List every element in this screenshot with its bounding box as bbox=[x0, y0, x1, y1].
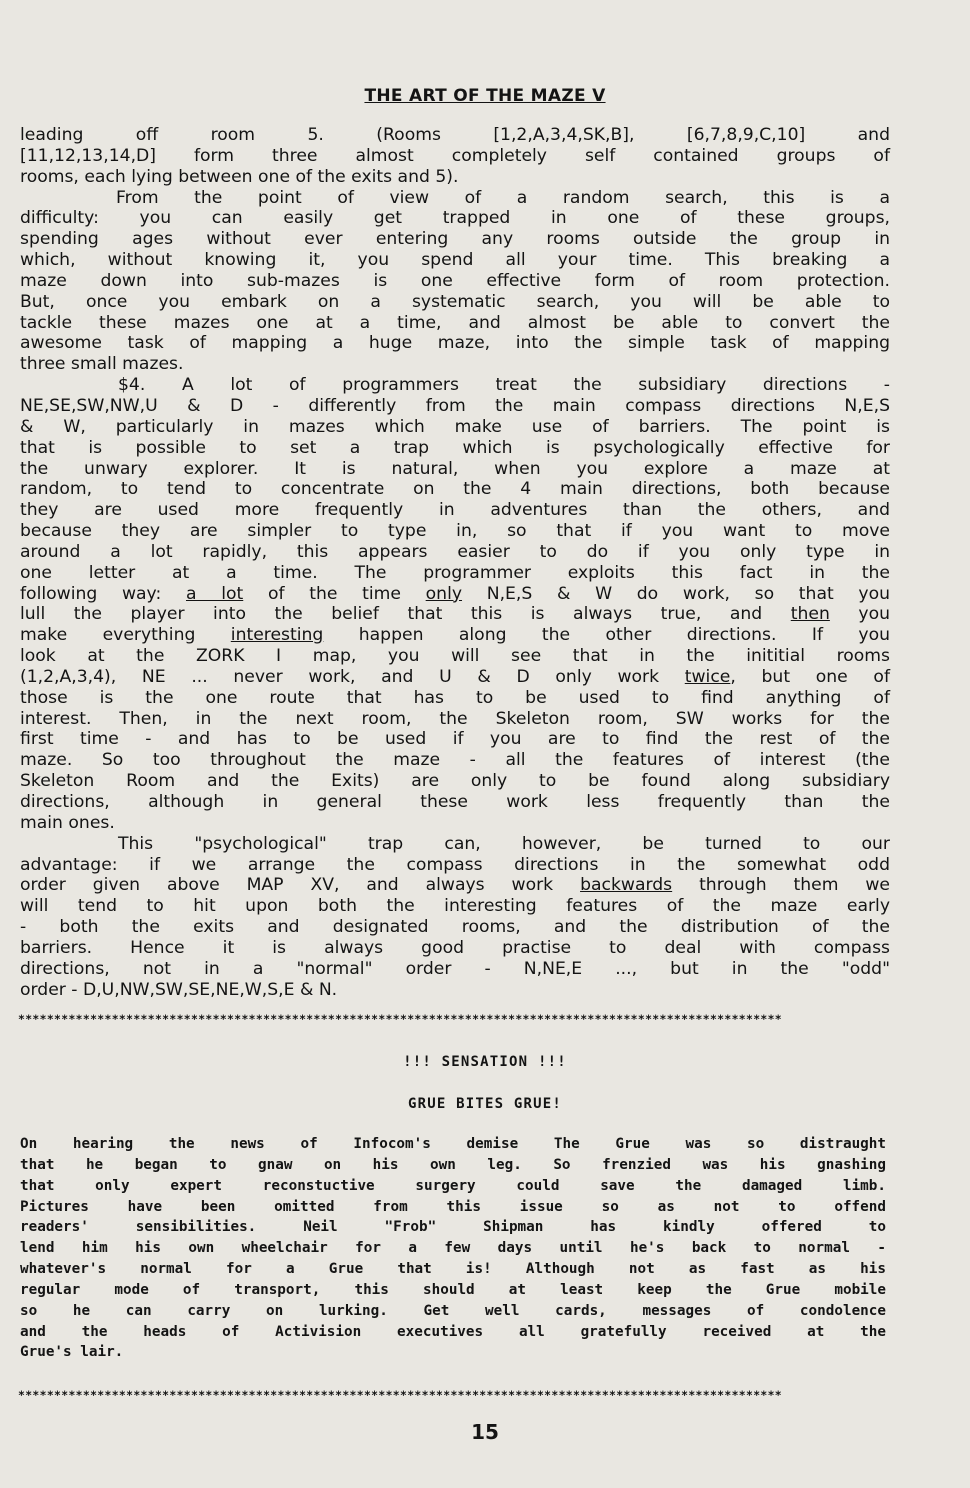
underlined-phrase: interesting bbox=[230, 625, 324, 646]
asterisk-divider: ********************************************************************************************************** bbox=[18, 1012, 783, 1026]
article-line: awesome task of mapping a huge maze, into the simple task of mapping bbox=[20, 333, 890, 354]
article-line: rooms, each lying between one of the exits and 5). bbox=[20, 166, 459, 187]
article-line: will tend to hit upon both the interesting features of the maze early bbox=[20, 896, 890, 917]
news-line: On hearing the news of Infocom's demise The Grue was so distraught bbox=[20, 1136, 886, 1152]
article-text: lull the player into the belief that this is always true, and bbox=[20, 604, 763, 625]
news-item bbox=[20, 1134, 886, 1363]
article-line: random, to tend to concentrate on the 4 main directions, both because bbox=[20, 479, 890, 500]
underlined-phrase: backwards bbox=[580, 875, 673, 896]
article-line: [11,12,13,14,D] form three almost completely self contained groups of bbox=[20, 145, 890, 166]
article-text: make everything bbox=[20, 625, 196, 646]
article-line bbox=[20, 667, 890, 688]
news-line: Grue's lair. bbox=[20, 1344, 124, 1361]
article-text: following way: bbox=[20, 583, 162, 604]
article-line: which, without knowing it, you spend all your time. This breaking a bbox=[20, 250, 890, 271]
article-line: directions, although in general these work less frequently than the bbox=[20, 792, 890, 812]
article-line: NE,SE,SW,NW,U & D - differently from the main compass directions N,E,S bbox=[20, 395, 890, 416]
article-text: you bbox=[858, 604, 891, 625]
article-line: those is the one route that has to be used to find anything of bbox=[20, 687, 890, 708]
article-text: (1,2,A,3,4), NE ... never work, and U & D only work bbox=[20, 666, 660, 687]
article-line: difficulty: you can easily get trapped in one of these groups, bbox=[20, 208, 890, 229]
news-line: that only expert reconstuctive surgery could save the damaged limb. bbox=[20, 1177, 886, 1194]
article-line: tackle these mazes one at a time, and almost be able to convert the bbox=[20, 312, 890, 333]
underlined-phrase: only bbox=[425, 583, 463, 604]
asterisk-divider: ********************************************************************************************************** bbox=[18, 1388, 783, 1402]
article-text: of the time bbox=[267, 583, 401, 604]
article-line: barriers. Hence it is always good practise to deal with compass bbox=[20, 937, 890, 958]
article-body bbox=[20, 125, 890, 1000]
article-line: three small mazes. bbox=[20, 354, 184, 375]
article-line: - both the exits and designated rooms, and the distribution of the bbox=[20, 917, 890, 938]
article-line: order - D,U,NW,SW,SE,NE,W,S,E & N. bbox=[20, 979, 338, 1000]
article-text: N,E,S & W do work, so that you bbox=[486, 583, 890, 604]
article-line: the unwary explorer. It is natural, when you explore a maze at bbox=[20, 458, 890, 479]
news-line: that he began to gnaw on his own leg. So frenzied was his gnashing bbox=[20, 1156, 886, 1173]
article-line: interest. Then, in the next room, the Skeleton room, SW works for the bbox=[20, 708, 890, 729]
article-line: that is possible to set a trap which is psychologically effective for bbox=[20, 437, 890, 458]
page-number: 15 bbox=[471, 1420, 499, 1444]
article-text: order given above MAP XV, and always work bbox=[20, 875, 554, 896]
news-line: and the heads of Activision executives all gratefully received at the bbox=[20, 1323, 886, 1340]
article-line: But, once you embark on a systematic search, you will be able to bbox=[20, 291, 890, 312]
news-line: readers' sensibilities. Neil "Frob" Shipman has kindly offered to bbox=[20, 1219, 886, 1236]
article-line: & W, particularly in mazes which make use of barriers. The point is bbox=[20, 416, 890, 437]
article-line: leading off room 5. (Rooms [1,2,A,3,4,SK,B], [6,7,8,9,C,10] and bbox=[20, 125, 890, 145]
underlined-phrase: a lot bbox=[185, 583, 244, 604]
article-heading: THE ART OF THE MAZE V bbox=[364, 86, 606, 106]
article-text: through them we bbox=[699, 875, 890, 896]
underlined-phrase: twice bbox=[684, 666, 731, 687]
article-line bbox=[20, 625, 890, 646]
article-text: , but one of bbox=[730, 666, 890, 687]
underlined-phrase: then bbox=[790, 604, 830, 625]
article-line: This "psychological" trap can, however, be turned to our bbox=[118, 833, 890, 854]
article-text: happen along the other directions. If you bbox=[358, 625, 890, 646]
news-line: whatever's normal for a Grue that is! Although not as fast as his bbox=[20, 1261, 886, 1278]
article-line: $4. A lot of programmers treat the subsidiary directions - bbox=[118, 375, 890, 396]
article-line: around a lot rapidly, this appears easier to do if you only type in bbox=[20, 541, 890, 562]
article-line: they are used more frequently in adventures than the others, and bbox=[20, 500, 890, 521]
news-line: Pictures have been omitted from this issue so as not to offend bbox=[20, 1198, 886, 1215]
article-line bbox=[20, 875, 890, 896]
article-line: one letter at a time. The programmer exploits this fact in the bbox=[20, 562, 890, 583]
article-line: Skeleton Room and the Exits) are only to be found along subsidiary bbox=[20, 771, 890, 792]
article-line: advantage: if we arrange the compass directions in the somewhat odd bbox=[20, 854, 890, 875]
article-line: From the point of view of a random search, this is a bbox=[116, 187, 890, 208]
article-line: main ones. bbox=[20, 812, 115, 833]
sensation-subhead: GRUE BITES GRUE! bbox=[407, 1096, 563, 1112]
article-line: maze down into sub-mazes is one effective form of room protection. bbox=[20, 270, 890, 291]
article-line bbox=[20, 604, 890, 625]
article-line: first time - and has to be used if you are to find the rest of the bbox=[20, 729, 890, 750]
article-line: maze. So too throughout the maze - all the features of interest (the bbox=[20, 750, 890, 771]
news-line: regular mode of transport, this should at least keep the Grue mobile bbox=[20, 1281, 886, 1298]
article-line: because they are simpler to type in, so that if you want to move bbox=[20, 521, 890, 542]
article-line bbox=[20, 584, 890, 605]
news-line: lend him his own wheelchair for a few days until he's back to normal - bbox=[20, 1240, 886, 1257]
sensation-headline: !!! SENSATION !!! bbox=[403, 1054, 567, 1070]
article-line: directions, not in a "normal" order - N,NE,E ..., but in the "odd" bbox=[20, 958, 890, 979]
article-line: spending ages without ever entering any rooms outside the group in bbox=[20, 229, 890, 250]
article-line: look at the ZORK I map, you will see that in the inititial rooms bbox=[20, 646, 890, 667]
news-line: so he can carry on lurking. Get well cards, messages of condolence bbox=[20, 1302, 886, 1319]
